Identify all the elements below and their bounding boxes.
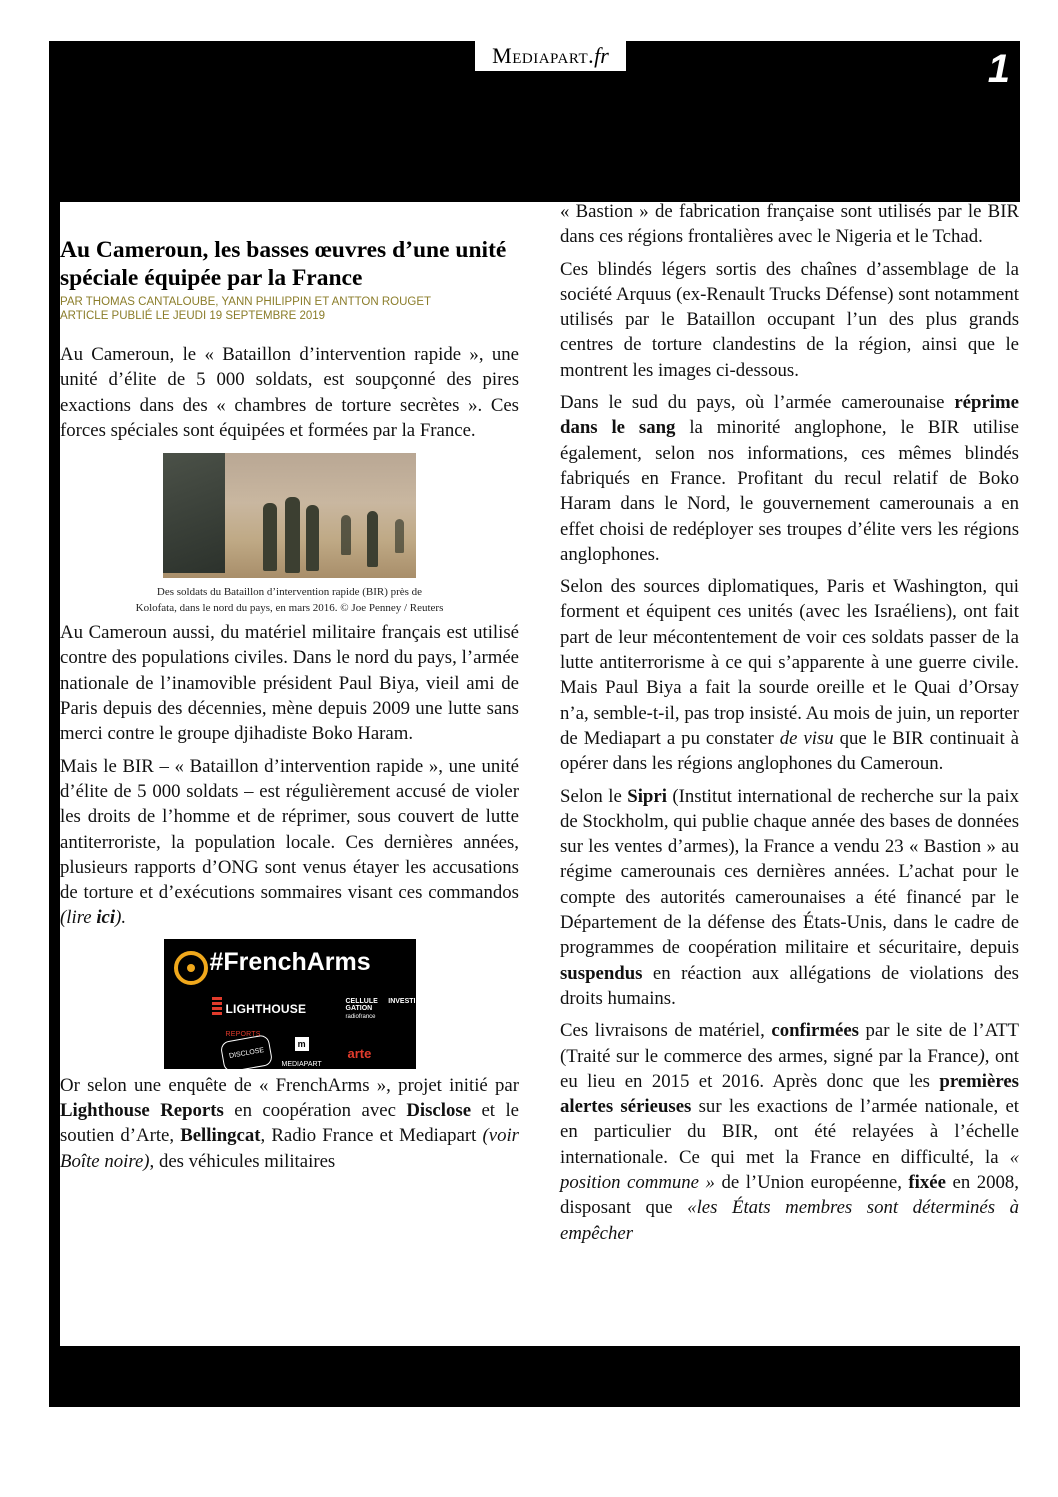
cellule-investigation-logo: CELLULE INVESTI GATION radiofrance	[345, 997, 416, 1020]
article-byline	[60, 296, 519, 323]
paragraph-2: Mais le BIR – « Bataillon d’intervention rapide », une unité d’élite de 5 000 soldats – est régulièrement accusé de violer les droits de l’homme et de réprimer, sous couvert de lutte antiterroriste, la population locale. Ces dernières années, plusieurs rapports d’ONG sont venus étayer les accusations de torture et d’exécutions sommaires visant ces commandos (lire ici).	[60, 755, 519, 929]
soldiers-photo	[163, 453, 416, 578]
article-title: Au Cameroun, les basses œuvres d’une unité spéciale équipée par la France	[60, 237, 507, 291]
bellingcat-link[interactable]: Bellingcat	[180, 1125, 261, 1147]
article-intro: Au Cameroun, le « Bataillon d’intervention rapide », une unité d’élite de 5 000 soldats, est soupçonné des pires exactions dans des « chambres de torture secrètes ». Ces forces spéciales sont équipées et formées par la France.	[60, 344, 519, 441]
paragraph-r0: « Bastion » de fabrication française sont utilisés par le BIR dans ces régions frontalières avec le Nigeria et le Tchad.	[560, 202, 1019, 248]
banner-hashtag: #FrenchArms	[209, 947, 371, 976]
publication-date: ARTICLE PUBLIÉ LE JEUDI 19 SEPTEMBRE 2019	[60, 309, 326, 322]
right-column	[560, 202, 1019, 1253]
paragraph-r2: Dans le sud du pays, où l’armée camerounaise réprime dans le sang la minorité anglophone, le BIR utilise également, selon nos informations, ces mêmes blindés fabriqués en France. Profitant du recul relatif de Boko Haram dans le Nord, le gouvernement camerounais a en effet choisi de redéployer ses troupes d’élite vers les régions anglophones.	[560, 392, 1019, 565]
photo-caption: Des soldats du Bataillon d’intervention rapide (BIR) près de Kolofata, dans le nord du pays, en mars 2016. © Joe Penney / Reuters	[135, 586, 444, 615]
sipri-link[interactable]: Sipri	[627, 785, 667, 807]
target-icon	[174, 951, 208, 985]
confirmees-link[interactable]: confirmées	[771, 1020, 859, 1042]
lighthouse-link[interactable]: Lighthouse Reports	[60, 1100, 224, 1122]
disclose-logo: DISCLOSE	[219, 1034, 273, 1073]
left-column	[60, 202, 519, 1181]
mediapart-logo[interactable]: Mediapart.fr	[475, 41, 626, 71]
mediapart-small-logo: m MEDIAPART	[281, 1038, 322, 1068]
authors: PAR THOMAS CANTALOUBE, YANN PHILIPPIN ET ANTTON ROUGET	[60, 296, 432, 308]
ici-link[interactable]: ici	[96, 907, 116, 929]
lighthouse-logo: LIGHTHOUSE REPORTS	[225, 1001, 307, 1039]
article-body	[60, 202, 1020, 1346]
alertes-link[interactable]: premières alertes sérieuses	[560, 1070, 1019, 1118]
paragraph-1: Au Cameroun aussi, du matériel militaire français est utilisé contre des populations civiles. Dans le nord du pays, l’armée nationale de l’inamovible président Paul Biya, vieil ami de Paris depuis des décennies, mène depuis 2009 une lutte sans merci contre le groupe djihadiste Boko Haram.	[60, 622, 519, 745]
suspendus-link[interactable]: suspendus	[560, 962, 643, 984]
paragraph-r4: Selon le Sipri (Institut international de recherche sur la paix de Stockholm, qui publie chaque année des bases de données sur les ventes d’armes), la France a vendu 23 « Bastion » au régime camerounais ces dernières années. L’achat pour le compte des autorités camerounaises a été financé par le Département de la défense des États-Unis, dans le cadre de programmes de coopération militaire et sécuritaire, depuis suspendus en réaction aux allégations de violations des droits humains.	[560, 785, 1020, 1009]
paragraph-3: Or selon une enquête de « FrenchArms », projet initié par Lighthouse Reports en coopération avec Disclose et le soutien d’Arte, Bellingcat, Radio France et Mediapart (voir Boîte noire), des véhicules militaires	[60, 1074, 520, 1172]
paragraph-r3: Selon des sources diplomatiques, Paris et Washington, qui forment et équipent ces unités (avec les Israéliens), ont fait part de leur mécontentement de voir ces soldats passer de la lutte antiterrorisme à ce qui s’apparente à une guerre civile. Mais Paul Biya a fait la sourde oreille et le Quai d’Orsay n’a, semble-t-il, pas trop insisté. Au mois de juin, un reporter de Mediapart a pu constater de visu que le BIR continuait à opérer dans les régions anglophones du Cameroun.	[560, 576, 1019, 775]
paragraph-r5: Ces livraisons de matériel, confirmées par le site de l’ATT (Traité sur le commerce des armes, signé par la France), ont eu lieu en 2015 et 2016. Après donc que les premières alertes sérieuses sur les exactions de l’armée nationale, et en particulier du BIR, ont été relayées à l’échelle internationale. Ce qui met la France en difficulté, la « position commune » de l’Union européenne, fixée en 2008, disposant que «les États membres sont déterminés à empêcher	[560, 1020, 1020, 1244]
arte-logo: arte	[347, 1045, 372, 1061]
fixee-link[interactable]: fixée	[908, 1171, 946, 1193]
paragraph-r1: Ces blindés légers sortis des chaînes d’assemblage de la société Arquus (ex-Renault Trucks Défense) sont notamment utilisés par le Bataillon occupant l’un des plus grands centres de torture clandestins de la région, ainsi que le montrent les images ci-dessous.	[560, 258, 1019, 381]
frencharms-banner	[164, 939, 416, 1069]
reprime-link[interactable]: réprime dans le sang	[560, 392, 1019, 439]
page-number: 1	[987, 47, 1010, 91]
disclose-link[interactable]: Disclose	[406, 1100, 472, 1122]
photo-figure	[60, 453, 519, 616]
lighthouse-mark-icon	[212, 997, 222, 1015]
